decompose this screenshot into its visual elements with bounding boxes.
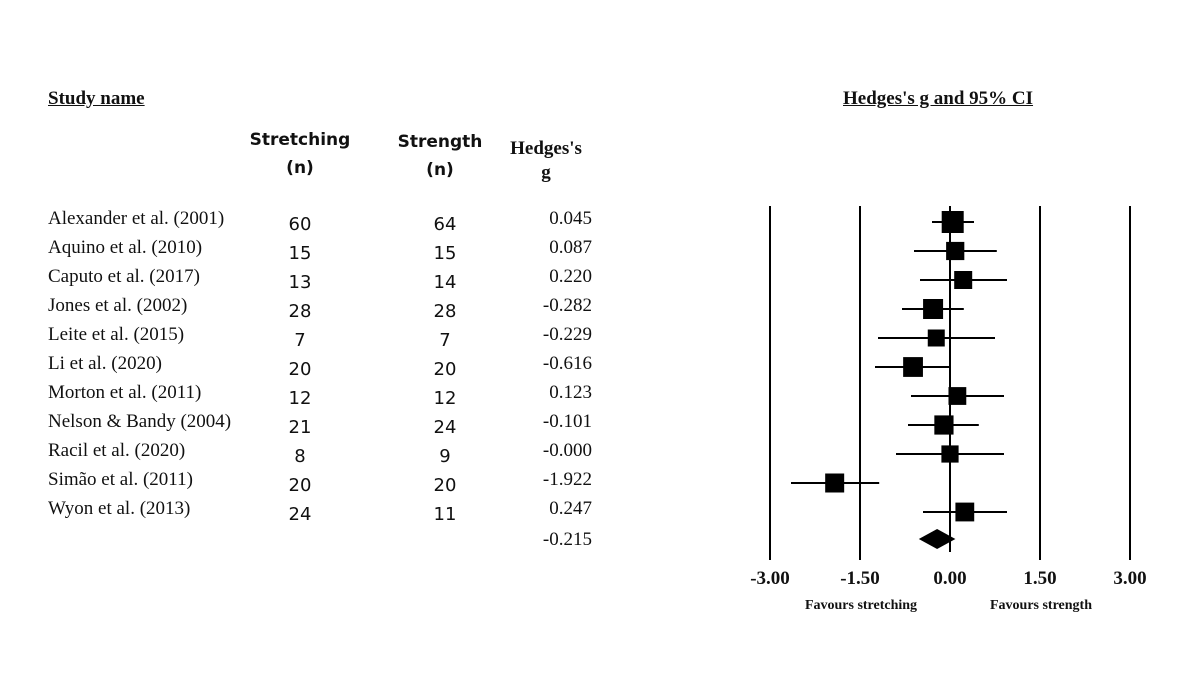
hedges-g: -0.101 bbox=[542, 411, 592, 432]
study-name: Li et al. (2020) bbox=[48, 353, 162, 374]
favours-strength-label: Favours strength bbox=[989, 598, 1093, 613]
effect-marker bbox=[948, 387, 966, 405]
stretching-n: 12 bbox=[288, 388, 312, 409]
strength-n: 28 bbox=[433, 301, 457, 322]
strength-header-line1: Strength bbox=[397, 132, 483, 152]
study-name: Aquino et al. (2010) bbox=[48, 237, 203, 258]
study-name: Racil et al. (2020) bbox=[48, 440, 186, 461]
effect-marker bbox=[928, 330, 945, 347]
strength-n: 14 bbox=[433, 272, 457, 293]
stretching-header-line1: Stretching bbox=[249, 130, 351, 150]
hedges-g: 0.045 bbox=[549, 208, 592, 229]
effect-marker bbox=[942, 211, 964, 233]
strength-n: 20 bbox=[433, 475, 457, 496]
stretching-n: 13 bbox=[288, 272, 312, 293]
strength-n: 9 bbox=[439, 446, 451, 467]
stretching-n: 60 bbox=[288, 214, 312, 235]
strength-n: 20 bbox=[433, 359, 457, 380]
x-tick-label: 0.00 bbox=[933, 568, 967, 589]
hedges-g: 0.087 bbox=[549, 237, 592, 258]
x-tick-label: -3.00 bbox=[750, 568, 790, 589]
study-name: Jones et al. (2002) bbox=[48, 295, 188, 316]
stretching-n: 15 bbox=[288, 243, 312, 264]
hedges-g: 0.247 bbox=[549, 498, 592, 519]
strength-n: 11 bbox=[433, 504, 457, 525]
study-name: Nelson & Bandy (2004) bbox=[48, 411, 232, 432]
stretching-n: 24 bbox=[288, 504, 312, 525]
stretching-n: 28 bbox=[288, 301, 312, 322]
effect-marker bbox=[923, 299, 943, 319]
stretching-header-line2: (n) bbox=[286, 158, 314, 178]
strength-n: 15 bbox=[433, 243, 457, 264]
effect-marker bbox=[941, 445, 958, 462]
study-name: Leite et al. (2015) bbox=[48, 324, 185, 345]
study-name: Morton et al. (2011) bbox=[48, 382, 202, 403]
x-tick-label: -1.50 bbox=[840, 568, 880, 589]
hedges-g: -0.000 bbox=[542, 440, 592, 461]
effect-marker bbox=[955, 503, 974, 522]
strength-n: 64 bbox=[433, 214, 457, 235]
x-tick-label: 3.00 bbox=[1113, 568, 1147, 589]
hedges-header-line2: g bbox=[541, 162, 551, 183]
study-name: Alexander et al. (2001) bbox=[48, 208, 225, 229]
favours-stretching-label: Favours stretching bbox=[804, 598, 918, 613]
hedges-g: 0.220 bbox=[549, 266, 592, 287]
effect-marker bbox=[946, 242, 964, 260]
effect-marker bbox=[825, 474, 844, 493]
study-name-header: Study name bbox=[48, 88, 145, 109]
stretching-n: 7 bbox=[294, 330, 306, 351]
summary-hedges-g: -0.215 bbox=[542, 529, 592, 550]
strength-n: 7 bbox=[439, 330, 451, 351]
strength-header-line2: (n) bbox=[426, 160, 454, 180]
study-name: Simão et al. (2011) bbox=[48, 469, 193, 490]
effect-marker bbox=[954, 271, 972, 289]
effect-marker bbox=[934, 415, 953, 434]
stretching-n: 20 bbox=[288, 475, 312, 496]
study-name: Wyon et al. (2013) bbox=[48, 498, 191, 519]
study-name: Caputo et al. (2017) bbox=[48, 266, 200, 287]
hedges-g: -0.229 bbox=[542, 324, 592, 345]
hedges-g: -0.282 bbox=[542, 295, 592, 316]
forest-plot-title: Hedges's g and 95% CI bbox=[843, 88, 1034, 109]
strength-n: 24 bbox=[433, 417, 457, 438]
x-tick-label: 1.50 bbox=[1023, 568, 1057, 589]
effect-marker bbox=[903, 357, 923, 377]
hedges-g: -0.616 bbox=[542, 353, 592, 374]
hedges-header-line1: Hedges's bbox=[510, 138, 582, 159]
stretching-n: 20 bbox=[288, 359, 312, 380]
hedges-g: -1.922 bbox=[542, 469, 592, 490]
stretching-n: 21 bbox=[288, 417, 312, 438]
strength-n: 12 bbox=[433, 388, 457, 409]
hedges-g: 0.123 bbox=[549, 382, 592, 403]
stretching-n: 8 bbox=[294, 446, 306, 467]
